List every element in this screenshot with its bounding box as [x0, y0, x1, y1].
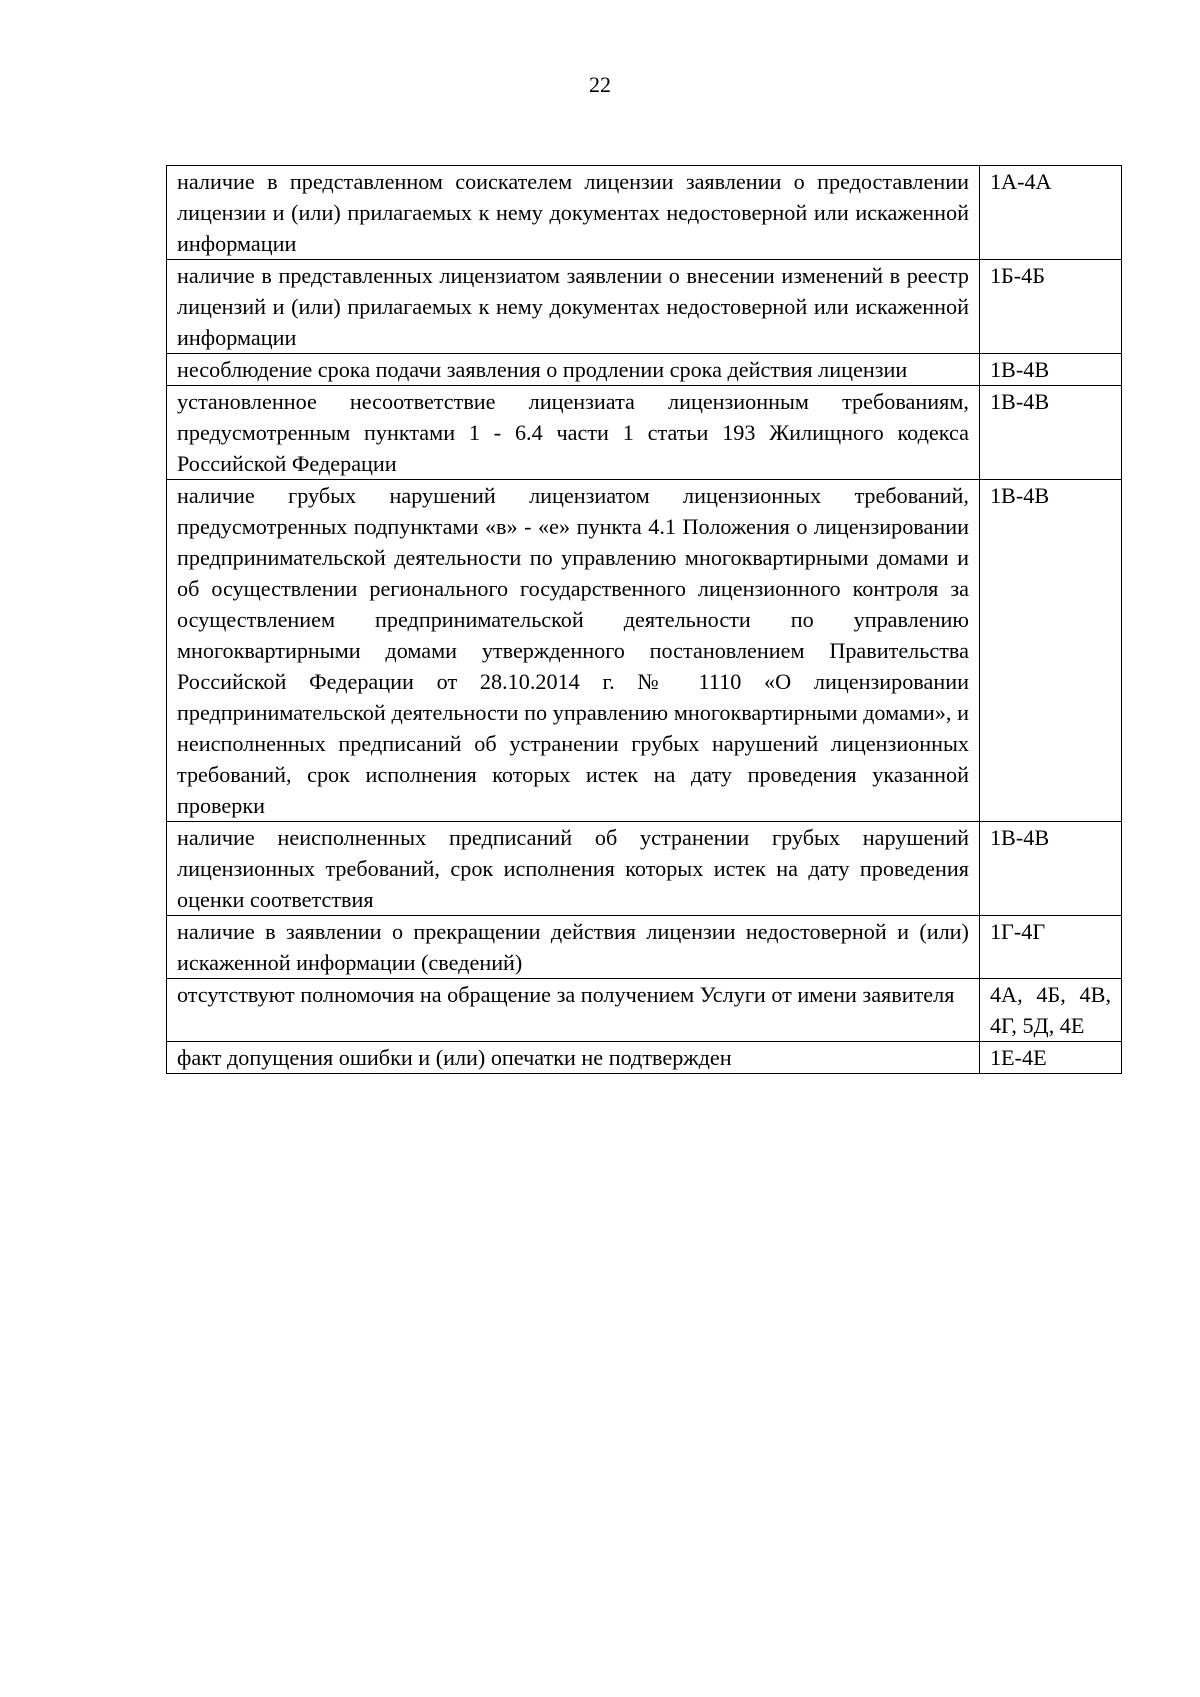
table-cell-code: 1В-4В — [979, 354, 1121, 386]
table-row — [167, 1042, 1122, 1074]
table-cell-reason: наличие в представленном соискателем лицензии заявлении о предоставлении лицензии и (или) прилагаемых к нему документах недостоверной или искаженной информации — [167, 166, 980, 260]
table-cell-code: 1Г-4Г — [979, 916, 1121, 979]
page-number: 22 — [589, 72, 611, 97]
table-cell-reason: отсутствуют полномочия на обращение за получением Услуги от имени заявителя — [167, 979, 980, 1042]
table-cell-reason: наличие грубых нарушений лицензиатом лицензионных требований, предусмотренных подпунктами «в» - «е» пункта 4.1 Положения о лицензировании предпринимательской деятельности по управлению многоквартирными домами и об осуществлении регионального государственного лицензионного контроля за осуществлением предпринимательской деятельности по управлению многоквартирными домами утвержденного постановлением Правительства Российской Федерации от 28.10.2014 г. № 1110 «О лицензировании предпринимательской деятельности по управлению многоквартирными домами», и неисполненных предписаний об устранении грубых нарушений лицензионных требований, срок исполнения которых истек на дату проведения указанной проверки — [167, 480, 980, 822]
table-cell-code: 1Е-4Е — [979, 1042, 1121, 1074]
table-cell-code: 4А, 4Б, 4В, 4Г, 5Д, 4Е — [979, 979, 1121, 1042]
table-cell-reason: наличие в заявлении о прекращении действия лицензии недостоверной и (или) искаженной информации (сведений) — [167, 916, 980, 979]
table-cell-code: 1А-4А — [979, 166, 1121, 260]
table-row — [167, 979, 1122, 1042]
table-cell-code: 1В-4В — [979, 822, 1121, 916]
table-cell-reason: факт допущения ошибки и (или) опечатки не подтвержден — [167, 1042, 980, 1074]
table-row — [167, 354, 1122, 386]
table-row — [167, 260, 1122, 354]
refusal-grounds-table — [166, 165, 1122, 1074]
table-row — [167, 916, 1122, 979]
table-row — [167, 822, 1122, 916]
table-cell-code: 1В-4В — [979, 480, 1121, 822]
table-cell-reason: наличие неисполненных предписаний об устранении грубых нарушений лицензионных требований, срок исполнения которых истек на дату проведения оценки соответствия — [167, 822, 980, 916]
table-cell-code: 1В-4В — [979, 386, 1121, 480]
table-cell-reason: наличие в представленных лицензиатом заявлении о внесении изменений в реестр лицензий и (или) прилагаемых к нему документах недостоверной или искаженной информации — [167, 260, 980, 354]
table-row — [167, 480, 1122, 822]
table-row — [167, 386, 1122, 480]
table-row — [167, 166, 1122, 260]
table-cell-reason: несоблюдение срока подачи заявления о продлении срока действия лицензии — [167, 354, 980, 386]
table-cell-reason: установленное несоответствие лицензиата лицензионным требованиям, предусмотренным пунктами 1 - 6.4 части 1 статьи 193 Жилищного кодекса Российской Федерации — [167, 386, 980, 480]
table-cell-code: 1Б-4Б — [979, 260, 1121, 354]
